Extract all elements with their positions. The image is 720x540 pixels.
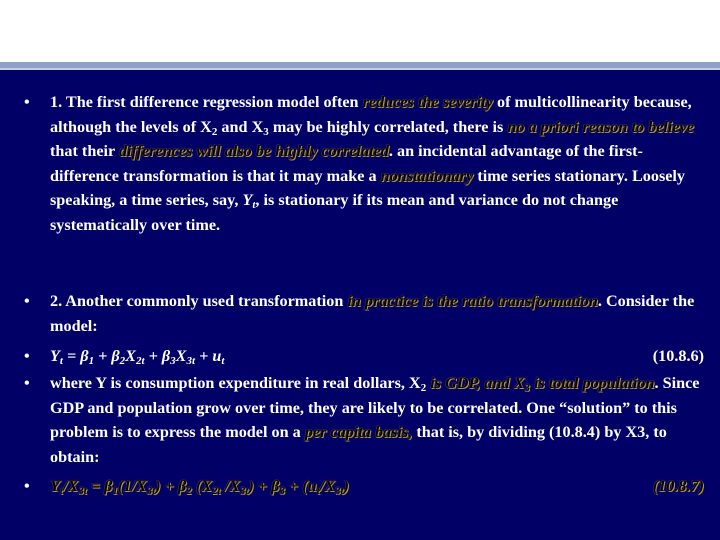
subscript: 2t bbox=[212, 485, 221, 497]
subscript: t bbox=[221, 355, 225, 367]
text-run: , is stationary if its mean and variance do not change systematically over time. bbox=[50, 191, 619, 234]
text-run: that their bbox=[50, 142, 119, 160]
text-run: = β bbox=[62, 347, 89, 365]
bullet-marker: • bbox=[24, 93, 30, 111]
text-run: 1. The first difference regression model often bbox=[50, 93, 363, 111]
text-run: = β bbox=[86, 477, 113, 495]
highlight-text: reduces the severity bbox=[362, 93, 493, 111]
text-run: . Since GDP and population grow over time, they are likely to be correlated. One “solution” to this problem is to express the model on a bbox=[50, 374, 700, 441]
text-run: + u bbox=[195, 347, 222, 365]
text-run: of multicollinearity because, although the levels of X bbox=[50, 93, 692, 136]
text-run: ) + β bbox=[248, 477, 280, 495]
text-run: where Y is consumption expenditure in real dollars, X bbox=[50, 374, 421, 392]
text-run: may be highly correlated, there is bbox=[268, 117, 508, 136]
subscript: t bbox=[59, 355, 63, 367]
highlight-text: per capita basis, bbox=[304, 423, 413, 441]
subscript: 3t bbox=[78, 485, 87, 497]
text-run: ) + β bbox=[155, 477, 187, 495]
subscript: t bbox=[252, 199, 256, 211]
bullet-text bbox=[50, 289, 704, 338]
text-run: + β bbox=[94, 347, 120, 365]
subscript: 1 bbox=[88, 355, 95, 367]
text-run: /X bbox=[62, 477, 79, 495]
highlight-text: in practice is the ratio transformation bbox=[347, 292, 598, 310]
text-run: Y bbox=[50, 347, 60, 365]
text-run: ) bbox=[343, 477, 349, 495]
text-run: X bbox=[175, 347, 187, 365]
text-run: + (u bbox=[284, 477, 317, 495]
highlight-text: differences will also be highly correlated bbox=[118, 142, 389, 160]
highlight-text: is GDP, and X bbox=[430, 374, 525, 392]
subscript: t bbox=[316, 485, 320, 497]
slide-header bbox=[0, 0, 720, 62]
bullet-marker: • bbox=[24, 374, 30, 392]
text-run: (1/X bbox=[117, 477, 147, 495]
bullet-text bbox=[50, 90, 704, 237]
subscript: 3 bbox=[263, 125, 269, 138]
subscript: 2 bbox=[420, 382, 427, 394]
subscript: 1 bbox=[112, 485, 118, 497]
subscript: 3 bbox=[279, 485, 285, 497]
subscript: 3 bbox=[524, 382, 530, 394]
subscript: 2 bbox=[211, 125, 218, 138]
subscript: 2t bbox=[135, 355, 145, 367]
subscript: 3t bbox=[239, 485, 249, 497]
bullet-marker: • bbox=[24, 292, 30, 310]
text-run: Y bbox=[50, 477, 60, 495]
bullet-marker: • bbox=[24, 347, 30, 365]
equation-number: (10.8.7) bbox=[652, 477, 704, 495]
equation bbox=[50, 474, 704, 499]
text-run: and X bbox=[217, 117, 264, 136]
text-run: /X bbox=[220, 477, 240, 495]
text-run: that is, by dividing (10.8.4) by X3, to obtain: bbox=[50, 423, 667, 466]
subscript: 2 bbox=[119, 355, 126, 367]
subscript: 3t bbox=[146, 485, 156, 497]
equation bbox=[50, 344, 704, 369]
text-run: . an incidental advantage of the first-difference transformation is that it may make a bbox=[50, 142, 643, 185]
text-run: 2. Another commonly used transformation bbox=[50, 292, 348, 310]
highlight-text: no a priori reason to believe bbox=[507, 117, 694, 136]
text-run: X bbox=[125, 347, 136, 365]
highlight-text: is total population bbox=[529, 374, 655, 392]
highlight-text: nonstationary bbox=[380, 166, 474, 185]
bullet-text bbox=[50, 371, 704, 469]
text-run: /X bbox=[319, 477, 336, 495]
subscript: 3t bbox=[186, 355, 196, 367]
bullet-marker: • bbox=[24, 477, 30, 495]
text-run: (X bbox=[191, 477, 212, 495]
text-run: . Consider the model: bbox=[50, 292, 695, 335]
slide-body bbox=[0, 70, 720, 540]
subscript: 3t bbox=[335, 485, 344, 497]
subscript: 3 bbox=[170, 355, 176, 367]
subscript: 2 bbox=[186, 485, 192, 497]
variable: Y bbox=[242, 191, 253, 209]
text-run: time series stationary. Loosely speaking, a time series, say, bbox=[50, 166, 686, 209]
text-run: + β bbox=[144, 347, 171, 365]
equation-number: (10.8.6) bbox=[652, 347, 704, 365]
subscript: t bbox=[59, 485, 63, 497]
